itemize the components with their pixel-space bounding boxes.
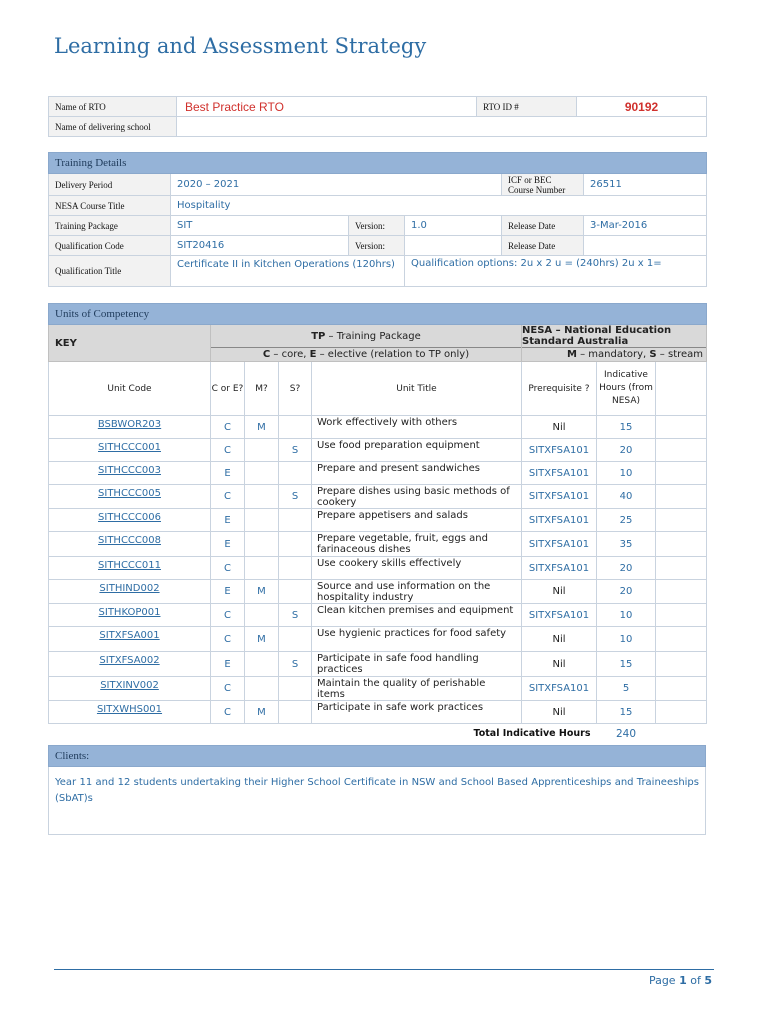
unit-blank [656, 462, 707, 485]
unit-stream [279, 627, 312, 652]
unit-row [49, 439, 707, 462]
unit-title: Work effectively with others [312, 416, 522, 439]
nesa-title-label: NESA Course Title [49, 196, 171, 216]
unit-code-link[interactable]: SITHCCC011 [49, 557, 211, 580]
unit-stream [279, 677, 312, 701]
unit-title: Maintain the quality of perishable items [312, 677, 522, 701]
unit-stream [279, 557, 312, 580]
unit-row [49, 627, 707, 652]
unit-prerequisite: Nil [522, 627, 597, 652]
unit-mandatory [245, 509, 279, 532]
unit-blank [656, 652, 707, 677]
unit-hours: 40 [597, 485, 656, 509]
unit-stream: S [279, 652, 312, 677]
col-prerequisite: Prerequisite ? [522, 362, 597, 416]
unit-prerequisite: Nil [522, 701, 597, 724]
unit-prerequisite: SITXFSA101 [522, 557, 597, 580]
package-value: SIT [171, 216, 349, 236]
school-value [177, 117, 707, 137]
unit-core-elective: C [211, 485, 245, 509]
col-blank [656, 362, 707, 416]
unit-blank [656, 416, 707, 439]
unit-prerequisite: Nil [522, 416, 597, 439]
unit-row [49, 604, 707, 627]
document-title: Learning and Assessment Strategy [54, 34, 427, 58]
delivery-period-label: Delivery Period [49, 174, 171, 196]
icf-label: ICF or BEC Course Number [502, 174, 584, 196]
unit-title: Participate in safe work practices [312, 701, 522, 724]
unit-code-link[interactable]: SITHCCC001 [49, 439, 211, 462]
qual-version-value [405, 236, 502, 256]
col-hours: Indicative Hours (from NESA) [597, 362, 656, 416]
unit-title: Use food preparation equipment [312, 439, 522, 462]
unit-row [49, 557, 707, 580]
unit-hours: 15 [597, 701, 656, 724]
unit-prerequisite: SITXFSA101 [522, 532, 597, 557]
page-number: Page 1 of 5 [648, 974, 712, 987]
unit-hours: 5 [597, 677, 656, 701]
unit-core-elective: E [211, 509, 245, 532]
unit-mandatory: M [245, 580, 279, 604]
unit-blank [656, 532, 707, 557]
unit-title: Prepare appetisers and salads [312, 509, 522, 532]
rto-name-label: Name of RTO [49, 97, 177, 117]
unit-prerequisite: SITXFSA101 [522, 462, 597, 485]
qual-release-label: Release Date [502, 236, 584, 256]
unit-code-link[interactable]: SITHCCC008 [49, 532, 211, 557]
unit-stream [279, 580, 312, 604]
unit-hours: 10 [597, 604, 656, 627]
unit-blank [656, 701, 707, 724]
unit-row [49, 652, 707, 677]
unit-title: Prepare dishes using basic methods of cookery [312, 485, 522, 509]
unit-mandatory [245, 677, 279, 701]
col-c-or-e: C or E? [211, 362, 245, 416]
clients-heading: Clients: [49, 746, 706, 767]
unit-prerequisite: SITXFSA101 [522, 509, 597, 532]
unit-mandatory: M [245, 627, 279, 652]
unit-prerequisite: Nil [522, 652, 597, 677]
qual-version-label: Version: [349, 236, 405, 256]
unit-hours: 10 [597, 627, 656, 652]
qual-title-value: Certificate II in Kitchen Operations (120hrs) [171, 256, 405, 287]
unit-code-link[interactable]: SITHCCC003 [49, 462, 211, 485]
unit-blank [656, 604, 707, 627]
unit-core-elective: C [211, 627, 245, 652]
units-table [48, 303, 707, 744]
unit-core-elective: C [211, 701, 245, 724]
col-s: S? [279, 362, 312, 416]
unit-title: Source and use information on the hospitality industry [312, 580, 522, 604]
total-blank [656, 724, 707, 744]
footer-divider [54, 969, 714, 970]
unit-row [49, 532, 707, 557]
unit-prerequisite: SITXFSA101 [522, 485, 597, 509]
rto-info-table [48, 96, 707, 137]
total-hours-label: Total Indicative Hours [473, 728, 591, 740]
unit-core-elective: E [211, 580, 245, 604]
unit-title: Prepare vegetable, fruit, eggs and farinaceous dishes [312, 532, 522, 557]
icf-value: 26511 [584, 174, 707, 196]
qual-code-value: SIT20416 [171, 236, 349, 256]
unit-code-link[interactable]: SITXWHS001 [49, 701, 211, 724]
col-unit-code: Unit Code [49, 362, 211, 416]
unit-code-link[interactable]: SITXFSA002 [49, 652, 211, 677]
unit-row [49, 580, 707, 604]
unit-prerequisite: Nil [522, 580, 597, 604]
unit-row [49, 701, 707, 724]
col-unit-title: Unit Title [312, 362, 522, 416]
unit-title: Use hygienic practices for food safety [312, 627, 522, 652]
unit-hours: 20 [597, 439, 656, 462]
unit-row [49, 485, 707, 509]
package-version-label: Version: [349, 216, 405, 236]
unit-stream [279, 701, 312, 724]
training-details-heading: Training Details [49, 153, 707, 174]
key-mandatory-stream: M – mandatory, S – stream [522, 348, 707, 362]
unit-core-elective: C [211, 677, 245, 701]
unit-stream: S [279, 439, 312, 462]
unit-row [49, 677, 707, 701]
key-core-elective: C – core, E – elective (relation to TP only) [211, 348, 522, 362]
clients-text: Year 11 and 12 students undertaking their Higher School Certificate in NSW and School Based Apprenticeships and Traineeships (SbAT)s [49, 767, 706, 835]
unit-core-elective: C [211, 604, 245, 627]
unit-mandatory [245, 532, 279, 557]
key-nesa: NESA – National Education Standard Australia [522, 325, 707, 348]
unit-prerequisite: SITXFSA101 [522, 604, 597, 627]
unit-rows [49, 416, 707, 724]
package-label: Training Package [49, 216, 171, 236]
unit-title: Clean kitchen premises and equipment [312, 604, 522, 627]
unit-title: Prepare and present sandwiches [312, 462, 522, 485]
unit-mandatory [245, 485, 279, 509]
unit-row [49, 509, 707, 532]
qual-options: Qualification options: 2u x 2 u = (240hrs) 2u x 1= [405, 256, 707, 287]
unit-stream: S [279, 485, 312, 509]
unit-code-link[interactable]: SITXINV002 [49, 677, 211, 701]
unit-blank [656, 439, 707, 462]
unit-hours: 25 [597, 509, 656, 532]
key-tp: TP – Training Package [211, 325, 522, 348]
package-release-value: 3-Mar-2016 [584, 216, 707, 236]
unit-blank [656, 677, 707, 701]
unit-blank [656, 509, 707, 532]
unit-title: Use cookery skills effectively [312, 557, 522, 580]
unit-stream [279, 416, 312, 439]
unit-prerequisite: SITXFSA101 [522, 677, 597, 701]
unit-stream [279, 509, 312, 532]
unit-core-elective: E [211, 532, 245, 557]
unit-stream: S [279, 604, 312, 627]
unit-code-link[interactable]: SITXFSA001 [49, 627, 211, 652]
unit-mandatory: M [245, 701, 279, 724]
qual-code-label: Qualification Code [49, 236, 171, 256]
unit-hours: 10 [597, 462, 656, 485]
unit-hours: 35 [597, 532, 656, 557]
unit-row [49, 462, 707, 485]
unit-core-elective: C [211, 439, 245, 462]
unit-mandatory [245, 557, 279, 580]
unit-mandatory [245, 652, 279, 677]
unit-blank [656, 485, 707, 509]
delivery-period-value: 2020 – 2021 [171, 174, 502, 196]
unit-stream [279, 532, 312, 557]
unit-hours: 20 [597, 580, 656, 604]
unit-blank [656, 580, 707, 604]
unit-core-elective: C [211, 557, 245, 580]
school-label: Name of delivering school [49, 117, 177, 137]
nesa-title-value: Hospitality [171, 196, 707, 216]
rto-id-label: RTO ID # [477, 97, 577, 117]
col-m: M? [245, 362, 279, 416]
unit-mandatory [245, 462, 279, 485]
unit-core-elective: E [211, 462, 245, 485]
unit-code-link[interactable]: SITHIND002 [49, 580, 211, 604]
unit-hours: 20 [597, 557, 656, 580]
total-hours-value: 240 [615, 727, 637, 740]
package-version-value: 1.0 [405, 216, 502, 236]
unit-hours: 15 [597, 416, 656, 439]
unit-row [49, 416, 707, 439]
unit-blank [656, 627, 707, 652]
rto-id-value: 90192 [577, 97, 707, 117]
qual-title-label: Qualification Title [49, 256, 171, 287]
unit-mandatory: M [245, 416, 279, 439]
unit-title: Participate in safe food handling practices [312, 652, 522, 677]
unit-mandatory [245, 439, 279, 462]
units-heading: Units of Competency [49, 304, 707, 325]
unit-stream [279, 462, 312, 485]
unit-code-link[interactable]: SITHCCC005 [49, 485, 211, 509]
key-label: KEY [49, 325, 211, 362]
package-release-label: Release Date [502, 216, 584, 236]
clients-table [48, 745, 706, 835]
unit-hours: 15 [597, 652, 656, 677]
unit-code-link[interactable]: BSBWOR203 [49, 416, 211, 439]
qual-release-value [584, 236, 707, 256]
unit-core-elective: E [211, 652, 245, 677]
unit-prerequisite: SITXFSA101 [522, 439, 597, 462]
rto-name-value: Best Practice RTO [177, 97, 477, 117]
unit-blank [656, 557, 707, 580]
unit-core-elective: C [211, 416, 245, 439]
unit-code-link[interactable]: SITHCCC006 [49, 509, 211, 532]
unit-mandatory [245, 604, 279, 627]
training-details-table [48, 152, 707, 287]
unit-code-link[interactable]: SITHKOP001 [49, 604, 211, 627]
